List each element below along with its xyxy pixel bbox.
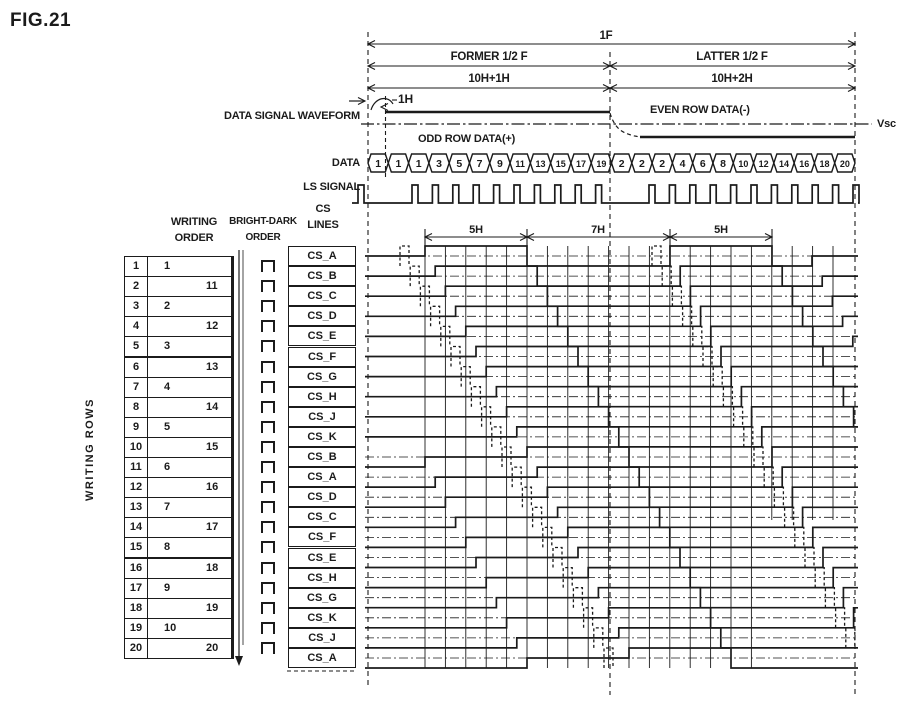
cs-line-label: CS_H	[288, 387, 356, 407]
bright-dark-pulse	[261, 280, 275, 292]
data-cell-value: 2	[639, 157, 645, 170]
cs-lines-header-line1: CS	[315, 203, 331, 215]
writing-order-cell: 1	[147, 256, 234, 277]
data-cell-value: 16	[799, 158, 810, 169]
writing-order-header-line1: WRITING	[170, 216, 218, 228]
cs-line-label: CS_B	[288, 266, 356, 286]
data-cell-value: 7	[476, 157, 483, 170]
row-number-cell: 14	[124, 517, 148, 538]
arrowhead	[381, 104, 388, 111]
cs-line-label: CS_D	[288, 487, 356, 507]
cs-line-label: CS_C	[288, 286, 356, 306]
cs-line-label: CS_D	[288, 306, 356, 326]
writing-order-cell: 12	[147, 316, 234, 337]
data-cell-value: 20	[839, 158, 850, 169]
data-cell-value: 6	[699, 157, 706, 170]
bright-dark-pulse	[261, 340, 275, 352]
cs-line-label: CS_H	[288, 568, 356, 588]
bright-dark-pulse	[261, 461, 275, 473]
writing-order-cell: 16	[147, 477, 234, 498]
row-number-cell: 20	[124, 638, 148, 659]
cs-line-label: CS_E	[288, 326, 356, 346]
writing-order-cell: 20	[147, 638, 234, 659]
row-number-cell: 3	[124, 296, 148, 317]
writing-order-cell: 4	[147, 377, 234, 398]
bright-dark-pulse	[261, 501, 275, 513]
row-number-cell: 7	[124, 377, 148, 398]
data-cell-value: 1	[375, 157, 382, 170]
data-cell-value: 4	[679, 157, 686, 170]
bright-dark-pulse	[261, 622, 275, 634]
row-number-cell: 12	[124, 477, 148, 498]
one-h-bump	[371, 98, 393, 110]
row-number-cell: 13	[124, 497, 148, 518]
cs-line-label: CS_E	[288, 548, 356, 568]
cs-line-label: CS_B	[288, 447, 356, 467]
data-cell-value: 1	[415, 157, 422, 170]
writing-order-cell: 3	[147, 336, 234, 357]
cs-line-label: CS_G	[288, 367, 356, 387]
ls-signal-label: LS SIGNAL	[303, 181, 360, 193]
writing-order-cell: 13	[147, 357, 234, 378]
bright-dark-pulse	[261, 521, 275, 533]
bright-dark-pulse	[261, 421, 275, 433]
data-row-label: DATA	[331, 157, 360, 169]
row-number-cell: 19	[124, 618, 148, 639]
span-label-5h-left: 5H	[469, 224, 483, 236]
span-label-5h-right: 5H	[714, 224, 728, 236]
dim-label-10h2h: 10H+2H	[711, 73, 753, 85]
bright-dark-pulse	[261, 361, 275, 373]
writing-order-cell: 5	[147, 417, 234, 438]
writing-order-header-line2: ORDER	[174, 232, 214, 244]
dim-label-former-half: FORMER 1/2 F	[450, 51, 528, 63]
data-cell-value: 2	[618, 157, 625, 170]
cs-line-label: CS_K	[288, 608, 356, 628]
bright-dark-pulse	[261, 441, 275, 453]
data-cell-value: 8	[720, 157, 727, 170]
dim-label-10h1h: 10H+1H	[468, 73, 510, 85]
bright-dark-pulse	[261, 300, 275, 312]
cs-line-label: CS_A	[288, 467, 356, 487]
row-number-cell: 4	[124, 316, 148, 337]
bright-dark-header-line1: BRIGHT-DARK	[229, 216, 297, 227]
writing-order-cell: 7	[147, 497, 234, 518]
data-cell-value: 2	[659, 157, 666, 170]
cs-line-label: CS_J	[288, 628, 356, 648]
data-signal-waveform-label: DATA SIGNAL WAVEFORM	[224, 110, 360, 122]
row-number-cell: 16	[124, 558, 148, 579]
writing-order-cell: 11	[147, 276, 234, 297]
cs-line-label: CS_F	[288, 347, 356, 367]
writing-order-cell: 17	[147, 517, 234, 538]
row-number-cell: 17	[124, 578, 148, 599]
data-cell-value: 11	[515, 158, 525, 169]
vsc-label: Vsc	[877, 118, 896, 130]
data-cell-value: 19	[596, 158, 607, 169]
bright-dark-pulse	[261, 642, 275, 654]
data-cell-value: 14	[778, 158, 789, 169]
data-cell-value: 3	[436, 157, 442, 170]
bright-dark-pulse	[261, 381, 275, 393]
row-number-cell: 11	[124, 457, 148, 478]
row-number-cell: 1	[124, 256, 148, 277]
bright-dark-pulse	[261, 320, 275, 332]
dim-label-latter-half: LATTER 1/2 F	[696, 51, 768, 63]
cs-line-label: CS_K	[288, 427, 356, 447]
data-cell-value: 1	[395, 157, 402, 170]
row-number-cell: 15	[124, 537, 148, 558]
data-cell-value: 17	[576, 158, 587, 169]
row-number-cell: 10	[124, 437, 148, 458]
cs-line-label: CS_G	[288, 588, 356, 608]
ls-signal-waveform	[352, 185, 859, 203]
polarity-transition	[610, 113, 640, 137]
bright-dark-pulse	[261, 260, 275, 272]
bright-dark-pulse	[261, 541, 275, 553]
data-cell-value: 12	[758, 158, 769, 169]
row-number-cell: 18	[124, 598, 148, 619]
odd-row-data-label: ODD ROW DATA(+)	[418, 133, 516, 145]
span-label-7h: 7H	[591, 224, 605, 236]
writing-order-cell: 6	[147, 457, 234, 478]
data-cell-value: 10	[738, 158, 749, 169]
row-number-cell: 5	[124, 336, 148, 357]
data-cell-value: 15	[555, 158, 566, 169]
writing-order-cell: 14	[147, 397, 234, 418]
bright-dark-pulse	[261, 582, 275, 594]
dim-label-1f: 1F	[599, 30, 613, 42]
row-number-cell: 2	[124, 276, 148, 297]
cs-line-label: CS_J	[288, 407, 356, 427]
row-number-cell: 8	[124, 397, 148, 418]
dim-label-1h: 1H	[398, 92, 413, 106]
data-cell-value: 5	[456, 157, 463, 170]
cs-lines-header-line2: LINES	[307, 219, 339, 231]
cs-line-label: CS_A	[288, 648, 356, 668]
order-direction-arrowhead	[235, 656, 243, 666]
bright-dark-pulse	[261, 602, 275, 614]
writing-order-cell: 8	[147, 537, 234, 558]
cs-line-label: CS_C	[288, 507, 356, 527]
row-number-cell: 6	[124, 357, 148, 378]
cs-line-label: CS_A	[288, 246, 356, 266]
cs-line-label: CS_F	[288, 527, 356, 547]
even-row-data-label: EVEN ROW DATA(-)	[650, 104, 750, 116]
writing-rows-axis-label: WRITING ROWS	[84, 398, 96, 501]
writing-order-cell: 19	[147, 598, 234, 619]
data-cell-value: 18	[819, 158, 830, 169]
data-cell-value: 9	[496, 157, 503, 170]
bright-dark-pulse	[261, 401, 275, 413]
writing-order-cell: 18	[147, 558, 234, 579]
figure-title: FIG.21	[10, 10, 72, 31]
bright-dark-header-line2: ORDER	[245, 232, 281, 243]
bright-dark-pulse	[261, 562, 275, 574]
writing-order-cell: 9	[147, 578, 234, 599]
writing-order-cell: 2	[147, 296, 234, 317]
bright-dark-pulse	[261, 481, 275, 493]
writing-order-cell: 15	[147, 437, 234, 458]
writing-order-cell: 10	[147, 618, 234, 639]
data-cell-value: 13	[535, 158, 546, 169]
row-number-cell: 9	[124, 417, 148, 438]
